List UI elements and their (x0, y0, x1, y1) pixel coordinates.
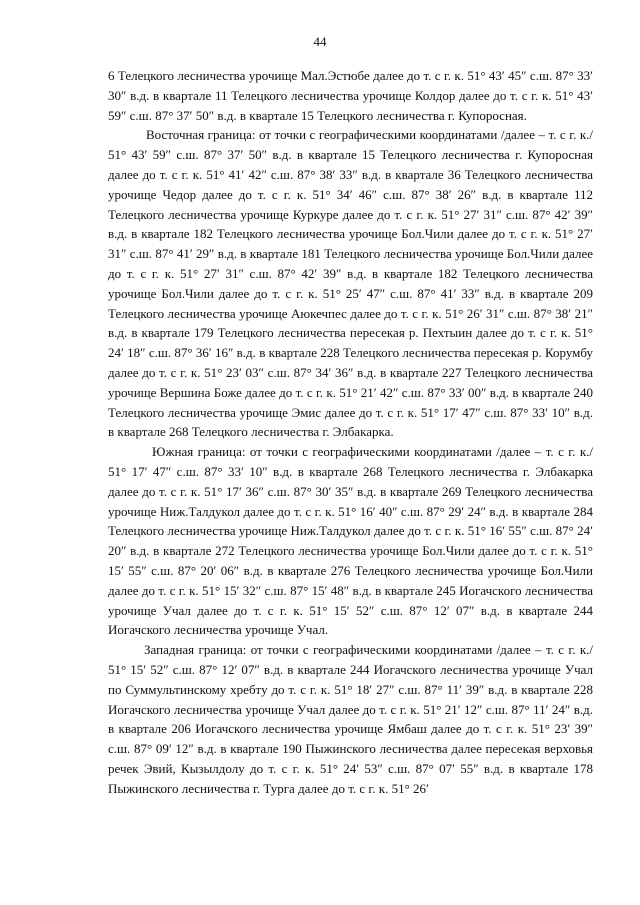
page-number: 44 (313, 34, 327, 49)
paragraph-western-border: Западная граница: от точки с географическими координатами /далее – т. с г. к./ 51° 15′ 52″ с.ш. 87° 12′ 07″ в.д. в квартале 244 Иогачского лесничества урочище Учал по Суммультинскому хребту до т. с г. к. 51° 18′ 27″ с.ш. 87° 11′ 39″ в.д. в квартале 228 Иогачского лесничества урочище Учал далее до т. с г. к. 51° 21′ 12″ с.ш. 87° 11′ 24″ в.д. в квартале 206 Иогачского лесничества урочище Ямбаш далее до т. с г. к. 51° 23′ 39″ с.ш. 87° 09′ 12″ в.д. в квартале 190 Пыжинского лесничества далее пересекая верховья речек Эвий, Кызылдолу до т. с г. к. 51° 24′ 53″ с.ш. 87° 07′ 55″ в.д. в квартале 178 Пыжинского лесничества г. Турга далее до т. с г. к. 51° 26′ (108, 642, 593, 796)
document-body (108, 66, 593, 798)
paragraph-continuation: 6 Телецкого лесничества урочище Мал.Эстюбе далее до т. с г. к. 51° 43′ 45″ с.ш. 87° 33′ 30″ в.д. в квартале 11 Телецкого лесничества урочище Колдор далее до т. с г. к. 51° 43′ 59″ с.ш. 87° 37′ 50″ в.д. в квартале 15 Телецкого лесничества г. Купоросная. (108, 68, 593, 123)
paragraph-southern-border: Южная граница: от точки с географическими координатами /далее – т. с г. к./ 51° 17′ 47″ с.ш. 87° 33′ 10″ в.д. в квартале 268 Телецкого лесничества г. Элбакарка далее до т. с г. к. 51° 17′ 36″ с.ш. 87° 30′ 35″ в.д. в квартале 269 Телецкого лесничества урочище Ниж.Талдукол далее до т. с г. к. 51° 16′ 40″ с.ш. 87° 29′ 24″ в.д. в квартале 284 Телецкого лесничества урочище Ниж.Талдукол далее до т. с г. к. 51° 16′ 55″ с.ш. 87° 24′ 20″ в.д. в квартале 272 Телецкого лесничества урочище Бол.Чили далее до т. с г. к. 51° 15′ 55″ с.ш. 87° 20′ 06″ в.д. в квартале 276 Телецкого лесничества урочище Бол.Чили далее до т. с г. к. 51° 15′ 32″ с.ш. 87° 15′ 48″ в.д. в квартале 245 Иогачского лесничества урочище Учал далее до т. с г. к. 51° 15′ 52″ с.ш. 87° 12′ 07″ в.д. в квартале 244 Иогачского лесничества урочище Учал. (108, 444, 593, 638)
paragraph-eastern-border: Восточная граница: от точки с географическими координатами /далее – т. с г. к./ 51° 43′ 59″ с.ш. 87° 37′ 50″ в.д. в квартале 15 Телецкого лесничества г. Купоросная далее до т. с г. к. 51° 41′ 42″ с.ш. 87° 38′ 33″ в.д. в квартале 36 Телецкого лесничества урочище Чедор далее до т. с г. к. 51° 34′ 46″ с.ш. 87° 38′ 26″ в.д. в квартале 112 Телецкого лесничества урочище Куркуре далее до т. с г. к. 51° 27′ 31″ с.ш. 87° 42′ 39″ в.д. в квартале 182 Телецкого лесничества урочище Бол.Чили далее до т. с г. к. 51° 27′ 31″ с.ш. 87° 41′ 29″ в.д. в квартале 181 Телецкого лесничества урочище Бол.Чили далее до т. с г. к. 51° 27′ 31″ с.ш. 87° 42′ 39″ в.д. в квартале 182 Телецкого лесничества урочище Бол.Чили далее до т. с г. к. 51° 25′ 47″ с.ш. 87° 41′ 33″ в.д. в квартале 209 Телецкого лесничества урочище Аюкечпес далее до т. с г. к. 51° 26′ 31″ с.ш. 87° 38′ 21″ в.д. в квартале 179 Телецкого лесничества пересекая р. Пехтыин далее до т. с г. к. 51° 24′ 18″ с.ш. 87° 36′ 16″ в.д. в квартале 228 Телецкого лесничества пересекая р. Корумбу далее до т. с г. к. 51° 23′ 03″ с.ш. 87° 34′ 36″ в.д. в квартале 227 Телецкого лесничества урочище Вершина Боже далее до т. с г. к. 51° 21′ 42″ с.ш. 87° 33′ 00″ в.д. в квартале 240 Телецкого лесничества урочище Эмис далее до т. с г. к. 51° 17′ 47″ с.ш. 87° 33′ 10″ в.д. в квартале 268 Телецкого лесничества г. Элбакарка. (108, 127, 593, 440)
